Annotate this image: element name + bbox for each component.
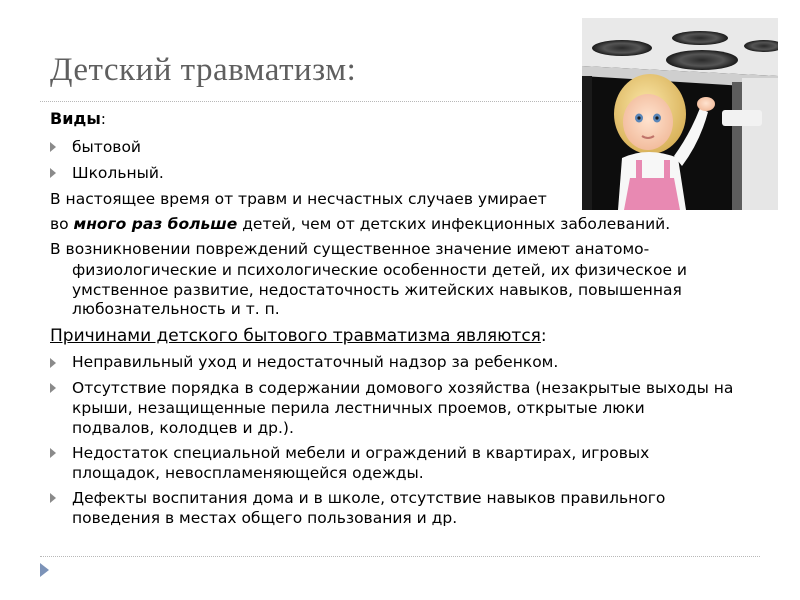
type-item-household: бытовой [72,138,142,156]
causes-heading-label: Причинами детского бытового травматизма являются [50,326,541,346]
para1-line1: В настоящее время от травм и несчастных случаев умирает [50,190,547,208]
bullet-triangle-icon [50,358,56,368]
cause-4-line1: Дефекты воспитания дома и в школе, отсутствие навыков правильного [72,489,666,507]
para1-suffix: детей, чем от детских инфекционных заболеваний. [237,215,671,233]
cause-2-line2: крыши, незащищенные перила лестничных проемов, открытые люки [72,399,645,417]
bullet-triangle-icon [50,493,56,503]
bullet-triangle-icon [50,168,56,178]
child-stove-photo [582,18,778,210]
cause-3-line1: Недостаток специальной мебели и ограждений в квартирах, игровых [72,444,650,462]
para2-line4: любознательность и т. п. [72,300,280,318]
cause-2-line1: Отсутствие порядка в содержании домового хозяйства (незакрытые выходы на [72,379,734,397]
types-heading-colon: : [100,110,107,128]
cause-3-line2: площадок, невоспламеняющейся одежды. [72,464,424,482]
causes-heading [50,325,547,347]
slide-title: Детский травматизм: [50,52,357,88]
types-heading [50,109,106,129]
para1-prefix: во [50,215,74,233]
causes-heading-colon: : [540,326,547,346]
next-slide-arrow-icon[interactable] [40,563,49,577]
para2-line2: физиологические и психологические особенности детей, их физическое и [72,261,687,279]
types-heading-label: Виды [50,109,101,128]
footer-divider [40,556,760,557]
para1-line2 [50,215,670,234]
bullet-triangle-icon [50,142,56,152]
bullet-triangle-icon [50,383,56,393]
type-item-school: Школьный. [72,164,164,182]
title-divider [40,101,595,102]
bullet-triangle-icon [50,448,56,458]
para2-line3: умственное развитие, недостаточность житейских навыков, повышенная [72,281,682,299]
cause-2-line3: подвалов, колодцев и др.). [72,419,294,437]
para1-emphasis: много раз больше [73,215,238,233]
cause-4-line2: поведения в местах общего пользования и др. [72,509,458,527]
cause-1-line1: Неправильный уход и недостаточный надзор за ребенком. [72,353,559,371]
para2-line1: В возникновении повреждений существенное значение имеют анатомо- [50,240,650,258]
